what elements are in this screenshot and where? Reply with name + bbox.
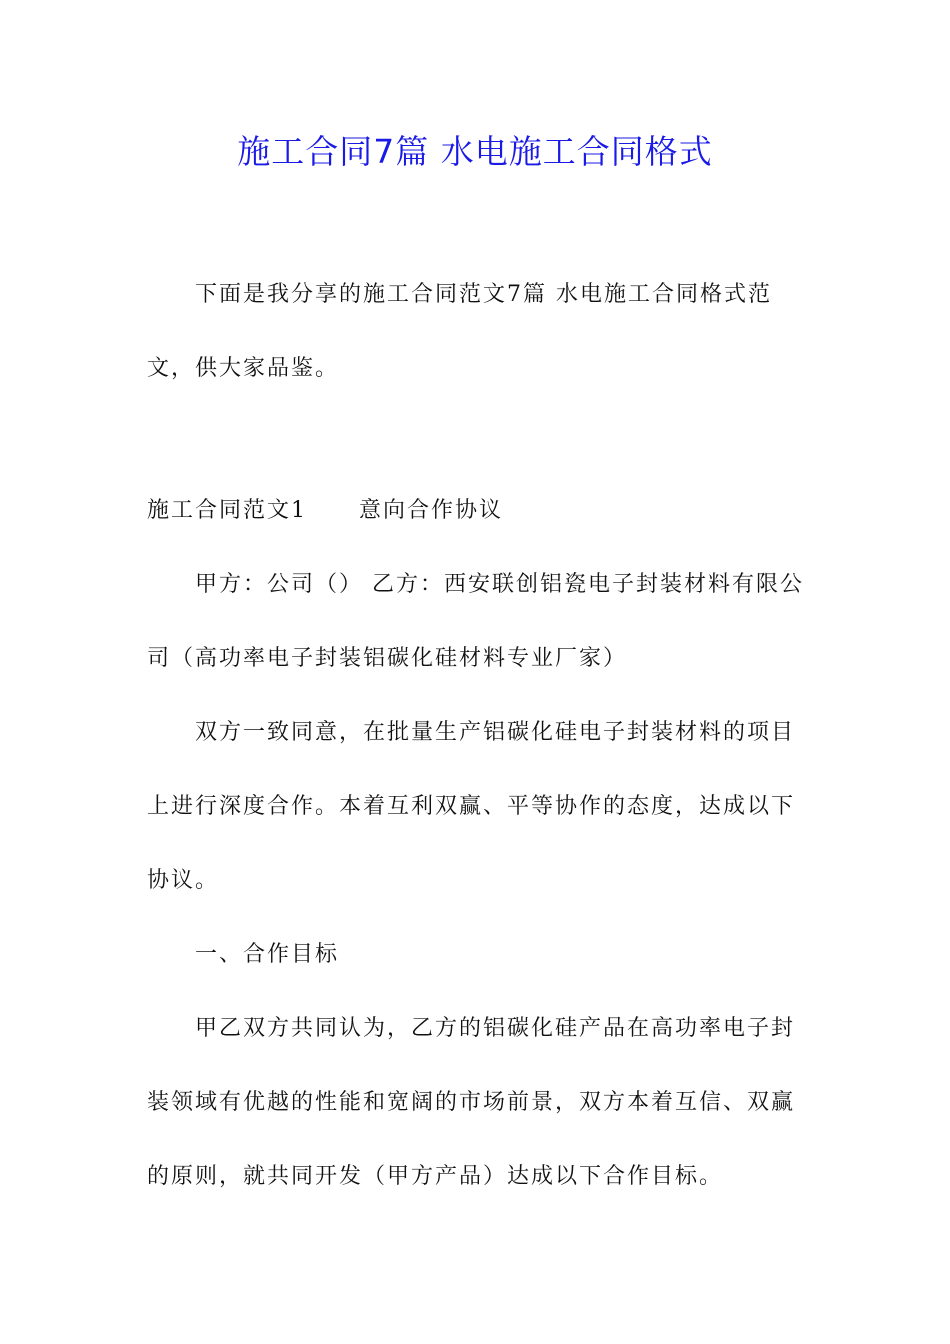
clause-heading: 一、合作目标 [195, 942, 340, 967]
section-subtitle: 意向合作协议 [359, 498, 504, 523]
section-label: 施工合同范文1 [147, 498, 307, 523]
document-title: 施工合同7篇 水电施工合同格式 [237, 132, 713, 171]
document-body [147, 258, 812, 1214]
parties-paragraph: 甲方：公司（） 乙方：西安联创铝瓷电子封装材料有限公司（高功率电子封装铝碳化硅材料专业厂家） [147, 572, 804, 671]
goal-paragraph: 甲乙双方共同认为，乙方的铝碳化硅产品在高功率电子封装领域有优越的性能和宽阔的市场前景，双方本着互信、双赢的原则，就共同开发（甲方产品）达成以下合作目标。 [147, 1016, 796, 1189]
intro-paragraph: 下面是我分享的施工合同范文7篇 水电施工合同格式范文，供大家品鉴。 [147, 282, 772, 381]
section-heading [147, 474, 812, 548]
agreement-paragraph: 双方一致同意，在批量生产铝碳化硅电子封装材料的项目上进行深度合作。本着互利双赢、平等协作的态度，达成以下协议。 [147, 720, 796, 893]
